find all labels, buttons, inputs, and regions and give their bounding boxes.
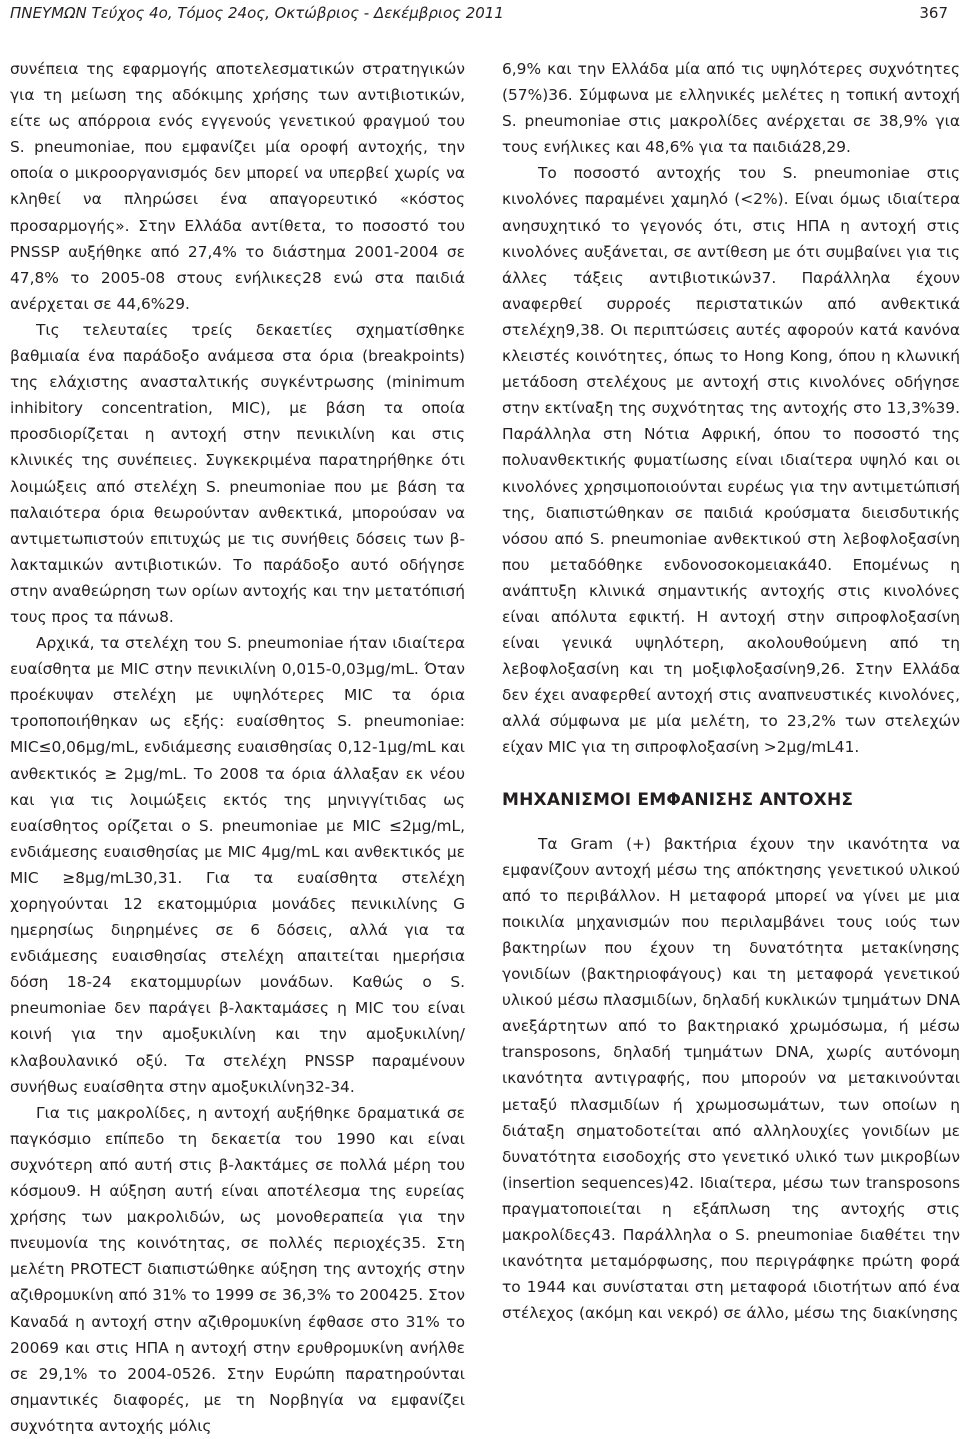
paragraph: 6,9% και την Ελλάδα μία από τις υψηλότερες συχνότητες (57%)36. Σύμφωνα με ελληνικές μελέτες η τοπική αντοχή S. pneumoniae στις μακρολίδες ανέρχεται σε 38,9% για τους ενήλικες και 48,6% για τα παιδιά28,29. (502, 60, 960, 157)
paragraph: συνέπεια της εφαρμογής αποτελεσματικών στρατηγικών για τη μείωση της αδόκιμης χρήσης των αντιβιοτικών, είτε ως απόρροια ενός εγγενούς γενετικού φραγμού του S. pneumoniae, που εμφανίζει μία οροφή αντοχής, την οποία ο μικροοργανισμός δεν μπορεί να υπερβεί χωρίς να κληθεί να πληρώσει ένα απαγορευτικό «κόστος προσαρμογής». Στην Ελλάδα αντίθετα, το ποσοστό του PNSSP αυξήθηκε από 27,4% το διάστημα 2001-2004 σε 47,8% το 2005-08 στους ενήλικες28 ενώ στα παιδιά ανέρχεται σε 44,6%29. (10, 60, 465, 313)
paragraph: Για τις μακρολίδες, η αντοχή αυξήθηκε δραματικά σε παγκόσμιο επίπεδο τη δεκαετία του 1990 και είναι συχνότερη από αυτή στις β-λακτάμες σε πολλά μέρη του κόσμου9. Η αύξηση αυτή είναι αποτέλεσμα της ευρείας χρήσης των μακρολιδών, ως μονοθεραπεία για την πνευμονία της κοινότητας, σε πολλές περιοχές35. Στη μελέτη PROTECT διαπιστώθηκε αύξηση της αντοχής στην αζιθρομυκίνη από 31% το 1999 σε 36,3% το 200425. Στον Καναδά η αντοχή στην αζιθρομυκίνη έφθασε στο 31% το 20069 και στις ΗΠΑ η αντοχή στην ερυθρομυκίνη ανήλθε σε 29,1% το 2004-0526. Στην Ευρώπη παρατηρούνται σημαντικές διαφορές, με τη Νορβηγία να εμφανίζει συχνότητα αντοχής μόλις (10, 1103, 465, 1435)
page-number: 367 (919, 4, 948, 22)
paragraph: Αρχικά, τα στελέχη του S. pneumoniae ήταν ιδιαίτερα ευαίσθητα με MIC στην πενικιλίνη 0,015-0,03μg/mL. Όταν προέκυψαν στελέχη με υψηλότερες MIC τα όρια τροποποιήθηκαν ως εξής: ευαίσθητος S. pneumoniae: MIC≤0,06μg/mL, ενδιάμεσης ευαισθησίας 0,12-1μg/mL και ανθεκτικός ≥ 2μg/mL. Το 2008 τα όρια άλλαξαν εκ νέου και για τις λοιμώξεις εκτός της μηνιγγίτιδας ως ευαίσθητος ορίζεται ο S. pneumoniae με MIC ≤2μg/mL, ενδιάμεσης ευαισθησίας με MIC 4μg/mL και ανθεκτικός με MIC ≥8μg/mL30,31. Για τα ευαίσθητα στελέχη χορηγούνται 12 εκατομμύρια μονάδες πενικιλίνης G ημερησίως διηρημένες σε 6 δόσεις, αλλά για τα ενδιάμεσης ευαισθησίας στελέχη απαιτείται ημερήσια δόση 18-24 εκατομμυρίων μονάδων. Καθώς ο S. pneumoniae δεν παράγει β-λακταμάσες η MIC του είναι κοινή για την αμοξυκιλίνη και την αμοξυκιλίνη/κλαβουλανικό οξύ. Τα στελέχη PNSSP παραμένουν συνήθως ευαίσθητα στην αμοξυκιλίνη32-34. (10, 634, 465, 1096)
running-header (10, 4, 948, 26)
paragraph: Το ποσοστό αντοχής του S. pneumoniae στις κινολόνες παραμένει χαμηλό (<2%). Είναι όμως ιδιαίτερα ανησυχητικό το γεγονός ότι, στις ΗΠΑ η αντοχή στις κινολόνες αυξάνεται, σε αντίθεση με ότι συμβαίνει για τις άλλες τάξεις αντιβιοτικών37. Παράλληλα έχουν αναφερθεί συρροές περιστατικών από ανθεκτικά στελέχη9,38. Οι περιπτώσεις αυτές αφορούν κατά κανόνα κλειστές κοινότητες, όπως το Hong Kong, όπου η κλωνική μετάδοση στελέχους με αντοχή στις κινολόνες οδήγησε στην εκτίναξη της συχνότητας της αντοχής στο 13,3%39. Παράλληλα στη Νότια Αφρική, όπου το ποσοστό της πολυανθεκτικής φυματίωσης είναι ιδιαίτερα υψηλό και οι κινολόνες χρησιμοποιούνται ευρέως για την αντιμετώπισή της, διαπιστώθηκαν σε παιδιά κρούσματα διεισδυτικής νόσου από S. pneumoniae ανθεκτικού στη λεβοφλοξασίνη που μεταδόθηκε ενδονοσοκομειακά40. Επομένως η ανάπτυξη κλινικά σημαντικής αντοχής στις κινολόνες είναι απόλυτα εφικτή. Η αντοχή στην σιπροφλοξασίνη είναι γενικά υψηλότερη, ακολουθούμενη από τη λεβοφλοξασίνη και τη μοξιφλοξασίνη9,26. Στην Ελλάδα δεν έχει αναφερθεί αντοχή στις αναπνευστικές κινολόνες, αλλά σύμφωνα με μία μελέτη, το 23,2% των στελεχών είχαν MIC για τη σιπροφλοξασίνη >2μg/mL41. (502, 164, 960, 757)
paragraph: Τις τελευταίες τρείς δεκαετίες σχηματίσθηκε βαθμιαία ένα παράδοξο ανάμεσα στα όρια (breakpoints) της ελάχιστης ανασταλτικής συγκέντρωσης (minimum inhibitory concentration, MIC), με βάση τα οποία προσδιορίζεται η αντοχή στην πενικιλίνη και στις κλινικές της συνέπειες. Συγκεκριμένα παρατηρήθηκε ότι λοιμώξεις από στελέχη S. pneumoniae που με βάση τα παλαιότερα όρια θεωρούνταν ανθεκτικά, μπορούσαν να αντιμετωπιστούν επιτυχώς με τις συνήθεις δόσεις των β-λακταμικών αντιβιοτικών. Το παράδοξο αυτό οδήγησε στην αναθεώρηση των ορίων αντοχής και την μετατόπισή τους προς τα πάνω8. (10, 320, 465, 626)
journal-citation: ΠΝΕΥΜΩΝ Τεύχος 4ο, Τόμος 24ος, Οκτώβριος - Δεκέμβριος 2011 (10, 4, 504, 22)
right-column (502, 56, 960, 1326)
paragraph: Τα Gram (+) βακτήρια έχουν την ικανότητα να εμφανίζουν αντοχή μέσω της απόκτησης γενετικού υλικού από το περιβάλλον. Η μεταφορά μπορεί να γίνει με μια ποικιλία μηχανισμών που περιλαμβάνει τους ιούς των βακτηρίων που έχουν τη δυνατότητα μετακίνησης γονιδίων (βακτηριοφάγους) και τη μεταφορά γενετικού υλικού μέσω πλασμιδίων, δηλαδή κυκλικών τμημάτων DNA ανεξάρτητων από το βακτηριακό χρωμόσωμα, ή μέσω transposons, δηλαδή τμημάτων DNA, χωρίς αυτόνομη ικανότητα αντιγραφής, που μπορούν να μετακινούνται μεταξύ πλασμιδίων ή χρωμοσωμάτων, των οποίων η διάταξη σηματοδοτείται από αλληλουχίες γονιδίων με δυνατότητα εισοδοχής στο γενετικό υλικό των μικροβίων (insertion sequences)42. Ιδιαίτερα, μέσω των transposons πραγματοποιείται η εξάπλωση της αντοχής στις μακρολίδες43. Παράλληλα ο S. pneumoniae διαθέτει την ικανότητα μεταμόρφωσης, που περιγράφηκε πρώτη φορά το 1944 και συνίσταται στη μεταφορά ιδιοτήτων από ένα στέλεχος (ακόμη και νεκρό) σε άλλο, μέσω της διακίνησης (502, 834, 960, 1323)
section-heading: ΜΗΧΑΝΙΣΜΟΙ ΕΜΦΑΝΙΣΗΣ ΑΝΤΟΧΗΣ (502, 789, 854, 810)
left-column (10, 56, 465, 1439)
